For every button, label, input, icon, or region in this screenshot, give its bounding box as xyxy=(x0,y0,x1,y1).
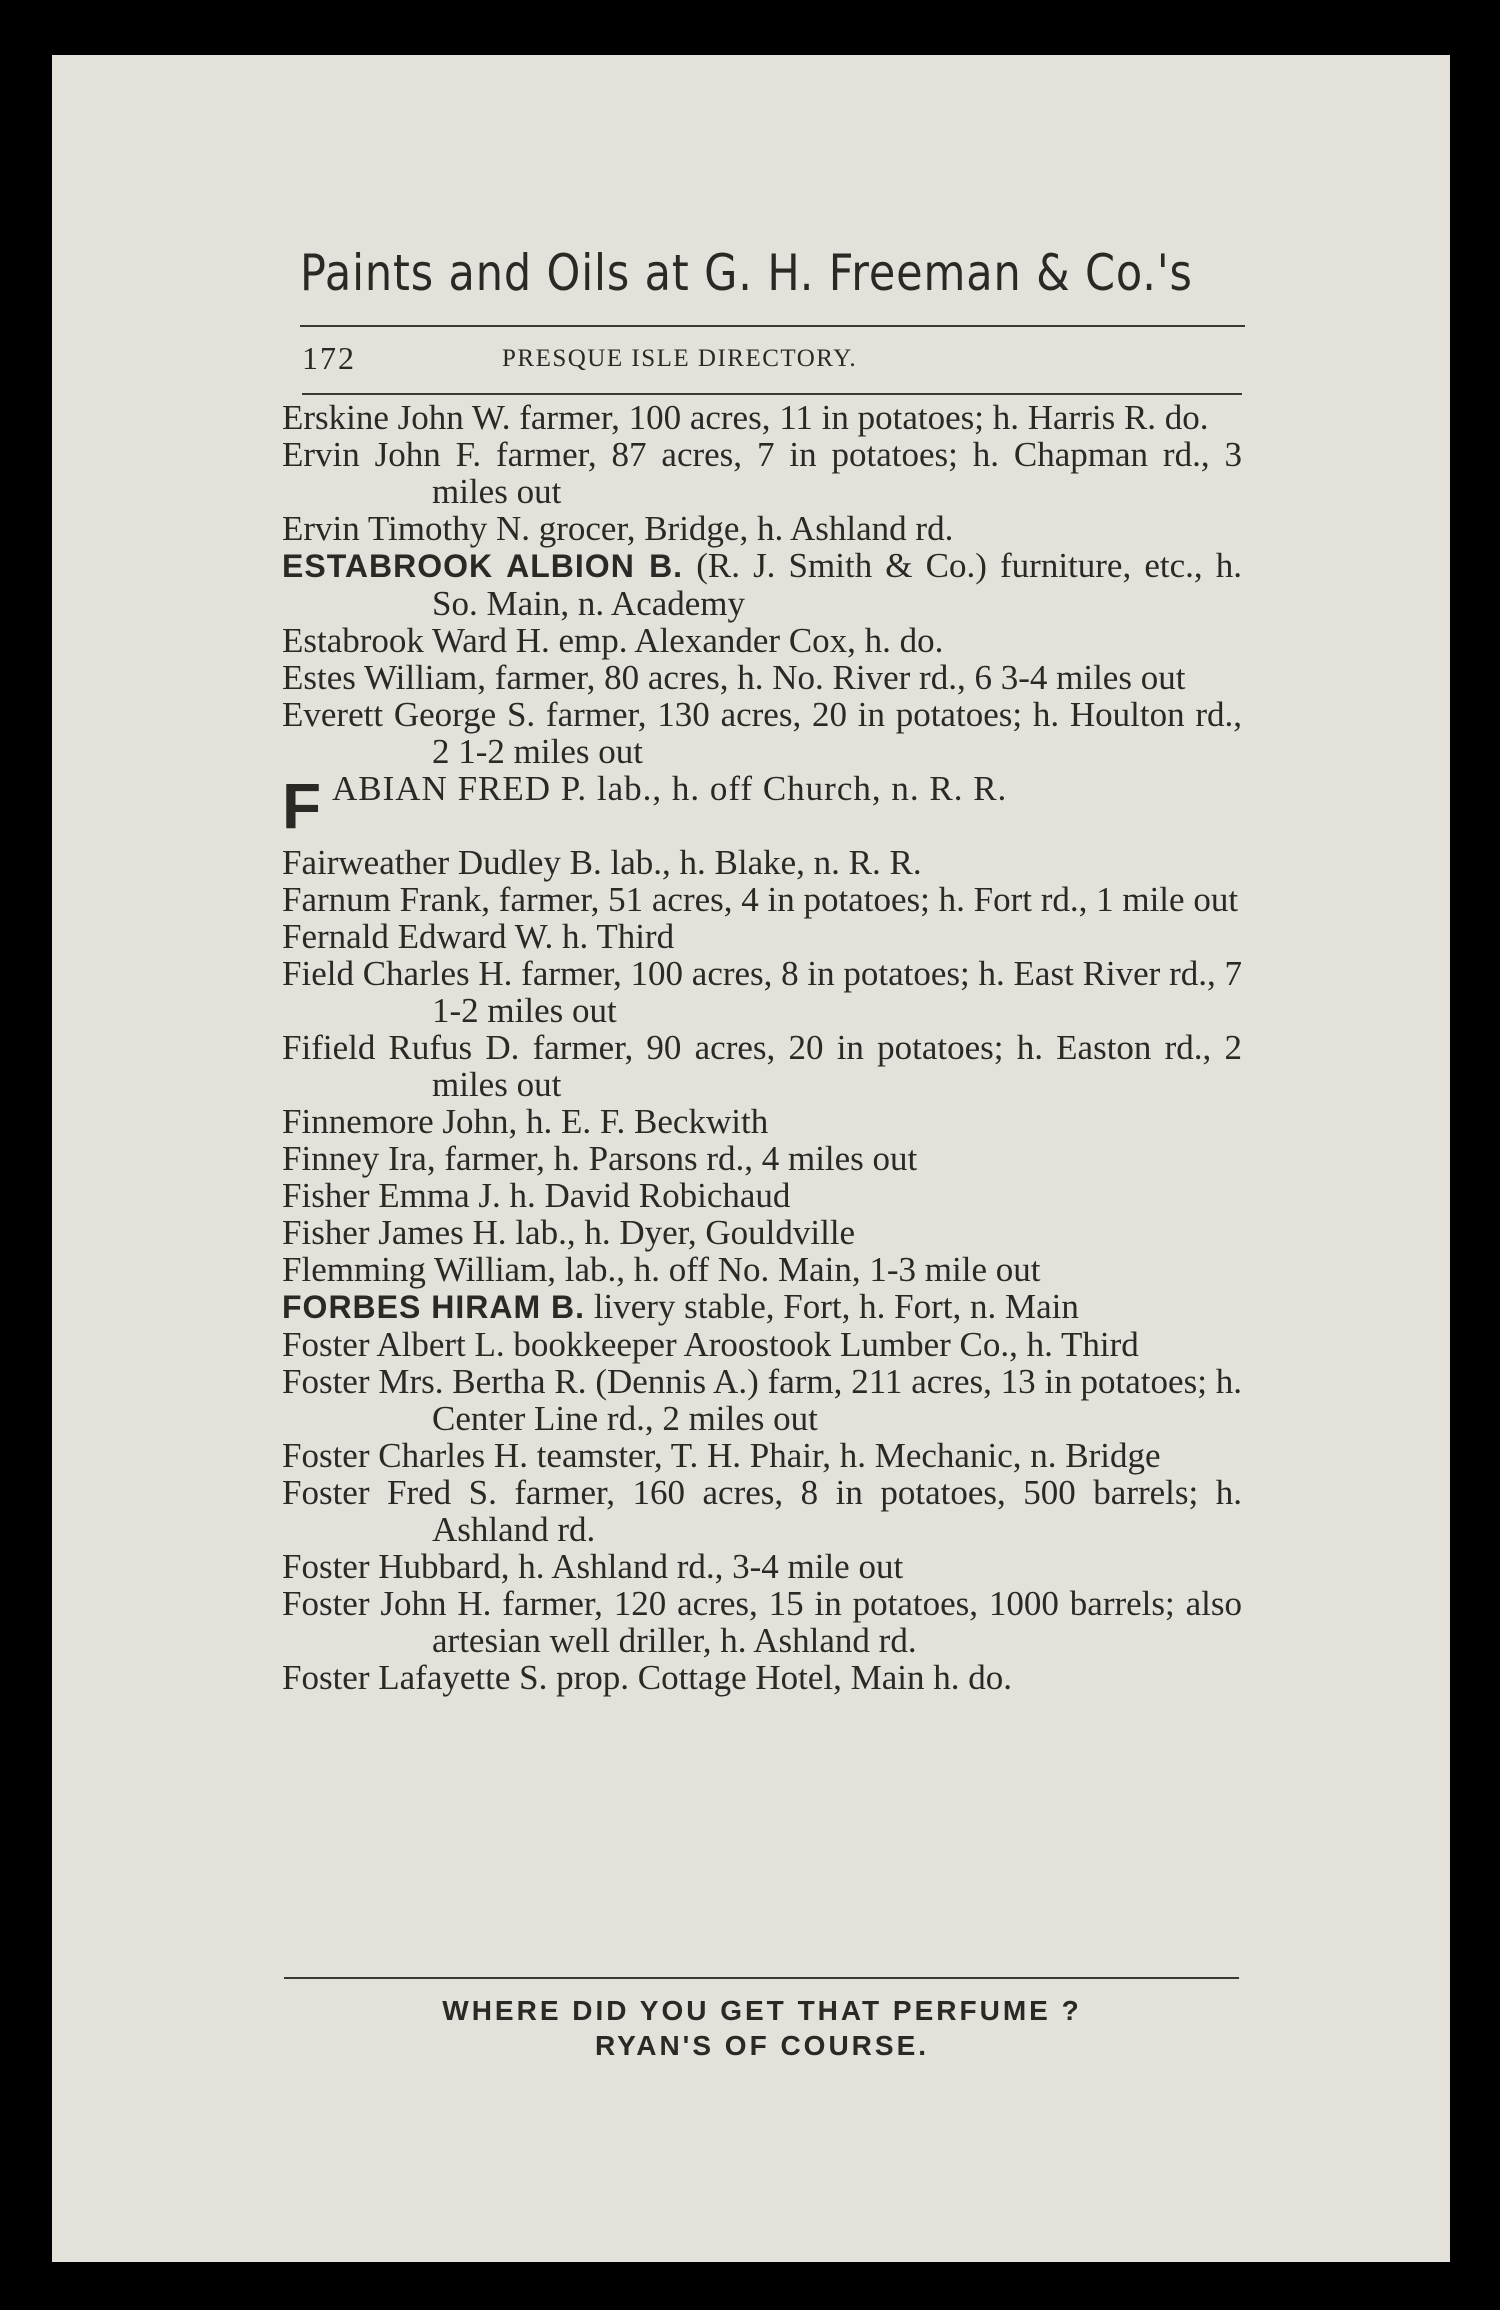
directory-entry xyxy=(282,659,1242,696)
directory-entry xyxy=(282,1251,1242,1288)
footer-rule xyxy=(284,1977,1239,1979)
directory-entry xyxy=(282,1474,1242,1548)
directory-entry xyxy=(282,1177,1242,1214)
directory-entry xyxy=(282,696,1242,770)
header-rule-top xyxy=(300,325,1245,327)
directory-entry xyxy=(282,955,1242,1029)
header-advertisement: Paints and Oils at G. H. Freeman & Co.'s xyxy=(300,244,1193,302)
directory-entry xyxy=(282,399,1242,436)
entry-name-bold: ESTABROOK ALBION B. xyxy=(282,548,684,584)
entry-text: Estabrook Ward H. emp. Alexander Cox, h. do. xyxy=(282,621,944,660)
entry-text: Fernald Edward W. h. Third xyxy=(282,917,675,956)
entry-text: (R. J. Smith & Co.) furniture, etc., h. So. Main, n. Academy xyxy=(432,546,1243,623)
entry-text: Foster Charles H. teamster, T. H. Phair, h. Mechanic, n. Bridge xyxy=(282,1436,1161,1475)
running-title: PRESQUE ISLE DIRECTORY. xyxy=(502,345,858,372)
directory-entry xyxy=(282,770,1242,844)
entry-text: Flemming William, lab., h. off No. Main, 1-3 mile out xyxy=(282,1250,1041,1289)
directory-entries xyxy=(282,399,1242,1696)
directory-entry xyxy=(282,1548,1242,1585)
directory-entry xyxy=(282,918,1242,955)
directory-entry xyxy=(282,844,1242,881)
entry-text: Fifield Rufus D. farmer, 90 acres, 20 in potatoes; h. Easton rd., 2 miles out xyxy=(282,1028,1242,1104)
entry-text: Ervin Timothy N. grocer, Bridge, h. Ashland rd. xyxy=(282,509,954,548)
entry-text: Foster Lafayette S. prop. Cottage Hotel, Main h. do. xyxy=(282,1658,1012,1697)
entry-text: Farnum Frank, farmer, 51 acres, 4 in potatoes; h. Fort rd., 1 mile out xyxy=(282,880,1239,919)
entry-text: Foster Hubbard, h. Ashland rd., 3-4 mile out xyxy=(282,1547,904,1586)
entry-text: Everett George S. farmer, 130 acres, 20 in potatoes; h. Houlton rd., 2 1-2 miles out xyxy=(282,695,1242,771)
directory-entry xyxy=(282,436,1242,510)
directory-entry xyxy=(282,1029,1242,1103)
header-rule-bottom xyxy=(302,393,1242,395)
directory-entry xyxy=(282,1214,1242,1251)
directory-entry xyxy=(282,1326,1242,1363)
entry-text: ABIAN FRED P. lab., h. off Church, n. R. R. xyxy=(332,769,1008,808)
directory-entry xyxy=(282,622,1242,659)
entry-text: livery stable, Fort, h. Fort, n. Main xyxy=(585,1287,1079,1326)
section-drop-cap: F xyxy=(282,770,322,842)
footer-advertisement xyxy=(282,1993,1242,2063)
directory-entry xyxy=(282,881,1242,918)
entry-text: Foster Mrs. Bertha R. (Dennis A.) farm, 211 acres, 13 in potatoes; h. Center Line rd., 2 miles out xyxy=(282,1362,1242,1438)
directory-entry xyxy=(282,1363,1242,1437)
entry-text: Estes William, farmer, 80 acres, h. No. River rd., 6 3-4 miles out xyxy=(282,658,1186,697)
entry-text: Fisher Emma J. h. David Robichaud xyxy=(282,1176,791,1215)
entry-text: Fairweather Dudley B. lab., h. Blake, n. R. R. xyxy=(282,843,922,882)
directory-entry xyxy=(282,510,1242,547)
directory-entry xyxy=(282,1585,1242,1659)
entry-text: Field Charles H. farmer, 100 acres, 8 in potatoes; h. East River rd., 7 1-2 miles out xyxy=(282,954,1242,1030)
directory-entry xyxy=(282,1659,1242,1696)
directory-entry xyxy=(282,1288,1242,1326)
footer-ad-line-2: RYAN'S OF COURSE. xyxy=(594,2030,930,2061)
entry-text: Finnemore John, h. E. F. Beckwith xyxy=(282,1102,769,1141)
directory-entry xyxy=(282,1437,1242,1474)
directory-entry xyxy=(282,1140,1242,1177)
entry-text: Erskine John W. farmer, 100 acres, 11 in potatoes; h. Harris R. do. xyxy=(282,398,1209,437)
entry-text: Ervin John F. farmer, 87 acres, 7 in potatoes; h. Chapman rd., 3 miles out xyxy=(282,435,1242,511)
directory-entry xyxy=(282,547,1242,622)
entry-text: Foster Albert L. bookkeeper Aroostook Lumber Co., h. Third xyxy=(282,1325,1139,1364)
entry-text: Finney Ira, farmer, h. Parsons rd., 4 miles out xyxy=(282,1139,918,1178)
directory-entry xyxy=(282,1103,1242,1140)
entry-text: Fisher James H. lab., h. Dyer, Gouldville xyxy=(282,1213,856,1252)
entry-text: Foster John H. farmer, 120 acres, 15 in potatoes, 1000 barrels; also artesian well driller, h. Ashland rd. xyxy=(282,1584,1242,1660)
directory-page xyxy=(52,55,1450,2262)
footer-ad-line-1: WHERE DID YOU GET THAT PERFUME ? xyxy=(442,1995,1082,2026)
entry-text: Foster Fred S. farmer, 160 acres, 8 in potatoes, 500 barrels; h. Ashland rd. xyxy=(282,1473,1242,1549)
entry-name-bold: FORBES HIRAM B. xyxy=(282,1289,585,1325)
page-number: 172 xyxy=(302,340,356,376)
